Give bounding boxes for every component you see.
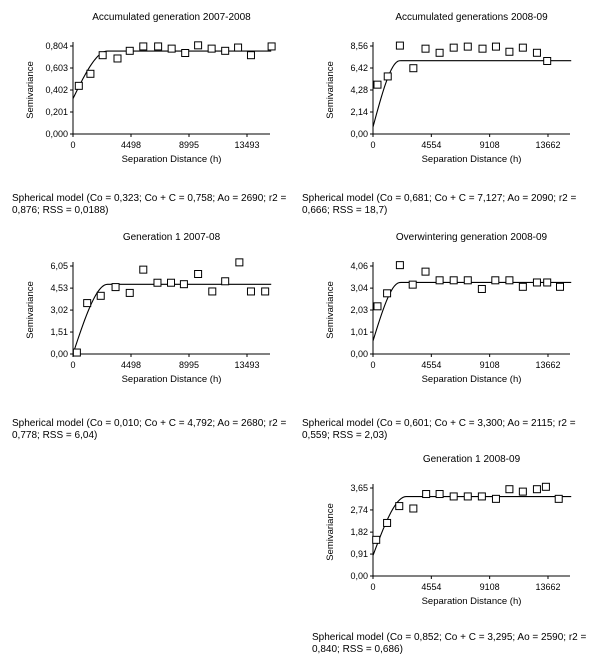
x-axis-label: Separation Distance (h)	[421, 596, 522, 607]
data-point	[436, 491, 443, 498]
y-tick-label: 8,56	[350, 41, 368, 51]
y-tick-label: 3,65	[350, 483, 368, 493]
y-tick-label: 0,000	[45, 129, 68, 139]
x-tick-label: 9108	[479, 140, 500, 150]
x-tick-label: 9108	[479, 360, 500, 370]
x-tick-label: 0	[370, 582, 376, 592]
x-tick-label: 13662	[535, 140, 561, 150]
x-tick-label: 4554	[421, 140, 442, 150]
chart-title: Generation 1 2007-08	[122, 232, 221, 243]
chart-panel-4	[305, 228, 585, 443]
data-point	[99, 52, 106, 59]
model-caption-1: Spherical model (Co = 0,323; Co + C = 0,758; Ao = 2690; r2 = 0,876; RSS = 0,0188)	[12, 193, 287, 216]
chart-title: Generation 1 2008-09	[422, 454, 521, 465]
data-point	[208, 45, 215, 52]
x-axis-label: Separation Distance (h)	[421, 154, 522, 165]
data-point	[464, 277, 471, 284]
data-point	[75, 82, 82, 89]
y-tick-label: 0,00	[350, 129, 368, 139]
x-tick-label: 9108	[479, 582, 500, 592]
x-tick-label: 13493	[234, 140, 260, 150]
data-point	[182, 50, 189, 57]
semivariogram-chart-2	[305, 8, 585, 173]
data-point	[112, 284, 119, 291]
x-tick-label: 8995	[178, 140, 200, 150]
data-point	[140, 266, 147, 273]
data-point	[140, 43, 147, 50]
data-point	[209, 288, 216, 295]
model-caption-5: Spherical model (Co = 0,852; Co + C = 3,295; Ao = 2590; r2 = 0,840; RSS = 0,686)	[312, 632, 587, 655]
data-point	[533, 486, 540, 493]
y-tick-label: 2,03	[350, 305, 368, 315]
x-tick-label: 13662	[535, 360, 561, 370]
y-tick-label: 2,74	[350, 504, 368, 515]
x-axis-label: Separation Distance (h)	[421, 374, 522, 385]
x-tick-label: 0	[370, 360, 376, 370]
data-point	[478, 493, 485, 500]
data-point	[180, 281, 187, 288]
data-point	[247, 288, 254, 295]
data-point	[126, 47, 133, 54]
model-caption-3: Spherical model (Co = 0,010; Co + C = 4,792; Ao = 2680; r2 = 0,778; RSS = 6,04)	[12, 418, 287, 441]
data-point	[396, 42, 403, 49]
chart-title: Overwintering generation 2008-09	[395, 232, 548, 243]
x-axis-label: Separation Distance (h)	[121, 154, 222, 165]
data-point	[384, 73, 391, 80]
data-point	[155, 43, 162, 50]
data-point	[262, 288, 269, 295]
y-tick-label: 0,00	[350, 571, 368, 581]
data-point	[519, 488, 526, 495]
model-caption-2: Spherical model (Co = 0,681; Co + C = 7,127; Ao = 2090; r2 = 0,666; RSS = 18,7)	[302, 193, 577, 216]
data-point	[422, 268, 429, 275]
data-point	[519, 283, 526, 290]
data-point	[519, 44, 526, 51]
y-tick-label: 4,53	[50, 283, 68, 294]
data-point	[492, 277, 499, 284]
data-point	[154, 279, 161, 286]
data-point	[87, 70, 94, 77]
data-point	[384, 290, 391, 297]
semivariogram-chart-4	[305, 228, 585, 393]
x-tick-label: 13662	[535, 582, 561, 592]
y-tick-label: 1,82	[350, 527, 368, 538]
data-point	[544, 58, 551, 65]
semivariogram-chart-5	[305, 450, 585, 615]
data-point	[409, 281, 416, 288]
y-tick-label: 2,14	[350, 107, 368, 117]
data-point	[533, 49, 540, 56]
chart-panel-1	[5, 8, 285, 223]
data-point	[235, 44, 242, 51]
y-tick-label: 0,201	[45, 107, 68, 117]
y-axis-label: Semivariance	[325, 503, 336, 561]
x-tick-label: 0	[70, 360, 76, 370]
y-tick-label: 0,00	[50, 349, 68, 359]
data-point	[195, 271, 202, 278]
x-tick-label: 4498	[120, 140, 142, 150]
y-tick-label: 0,804	[45, 41, 68, 51]
y-tick-label: 4,06	[350, 261, 368, 271]
x-tick-label: 8995	[178, 360, 200, 370]
data-point	[506, 277, 513, 284]
chart-panel-3	[5, 228, 285, 443]
y-tick-label: 1,01	[350, 327, 368, 338]
data-point	[450, 44, 457, 51]
data-point	[542, 483, 549, 490]
chart-panel-2	[305, 8, 585, 223]
data-point	[544, 279, 551, 286]
data-point	[247, 52, 254, 59]
data-point	[410, 65, 417, 72]
y-tick-label: 0,603	[45, 63, 68, 73]
spherical-model-curve	[373, 282, 571, 341]
y-tick-label: 3,02	[50, 305, 68, 316]
x-tick-label: 0	[70, 140, 76, 150]
x-tick-label: 0	[370, 140, 376, 150]
data-point	[268, 43, 275, 50]
data-point	[422, 45, 429, 52]
data-point	[373, 536, 380, 543]
data-point	[555, 495, 562, 502]
data-point	[533, 279, 540, 286]
data-point	[506, 48, 513, 55]
x-tick-label: 4554	[421, 582, 442, 592]
chart-title: Accumulated generation 2007-2008	[92, 12, 251, 23]
x-tick-label: 4498	[120, 360, 142, 370]
data-point	[384, 519, 391, 526]
data-point	[168, 279, 175, 286]
data-point	[114, 55, 121, 62]
x-tick-label: 4554	[421, 360, 442, 370]
y-tick-label: 0,91	[350, 549, 368, 560]
data-point	[492, 43, 499, 50]
y-tick-label: 1,51	[50, 327, 68, 338]
x-tick-label: 13493	[234, 360, 260, 370]
spherical-model-curve	[373, 61, 571, 127]
data-point	[396, 503, 403, 510]
data-point	[450, 493, 457, 500]
chart-title: Accumulated generations 2008-09	[395, 12, 548, 23]
data-point	[222, 278, 229, 285]
data-point	[450, 277, 457, 284]
data-point	[506, 486, 513, 493]
data-point	[464, 493, 471, 500]
data-point	[557, 283, 564, 290]
data-point	[478, 285, 485, 292]
data-point	[492, 495, 499, 502]
data-point	[396, 262, 403, 269]
data-point	[436, 49, 443, 56]
data-point	[73, 349, 80, 356]
data-point	[222, 47, 229, 54]
data-point	[479, 45, 486, 52]
data-point	[126, 289, 133, 296]
data-point	[374, 81, 381, 88]
y-tick-label: 4,28	[350, 85, 368, 95]
data-point	[423, 491, 430, 498]
semivariogram-chart-3	[5, 228, 285, 393]
data-point	[436, 277, 443, 284]
data-point	[410, 505, 417, 512]
data-point	[464, 43, 471, 50]
y-axis-label: Semivariance	[25, 281, 36, 339]
data-point	[97, 292, 104, 299]
y-tick-label: 6,42	[350, 63, 368, 73]
data-point	[374, 303, 381, 310]
y-tick-label: 6,05	[50, 261, 68, 271]
x-axis-label: Separation Distance (h)	[121, 374, 222, 385]
data-point	[168, 45, 175, 52]
y-tick-label: 3,04	[350, 283, 368, 294]
y-axis-label: Semivariance	[325, 61, 336, 119]
data-point	[84, 300, 91, 307]
data-point	[195, 42, 202, 49]
y-tick-label: 0,402	[45, 85, 68, 95]
model-caption-4: Spherical model (Co = 0,601; Co + C = 3,300; Ao = 2115; r2 = 0,559; RSS = 2,03)	[302, 418, 576, 441]
semivariogram-chart-1	[5, 8, 285, 173]
data-point	[236, 259, 243, 266]
y-axis-label: Semivariance	[25, 61, 36, 119]
y-tick-label: 0,00	[350, 349, 368, 359]
y-axis-label: Semivariance	[325, 281, 336, 339]
